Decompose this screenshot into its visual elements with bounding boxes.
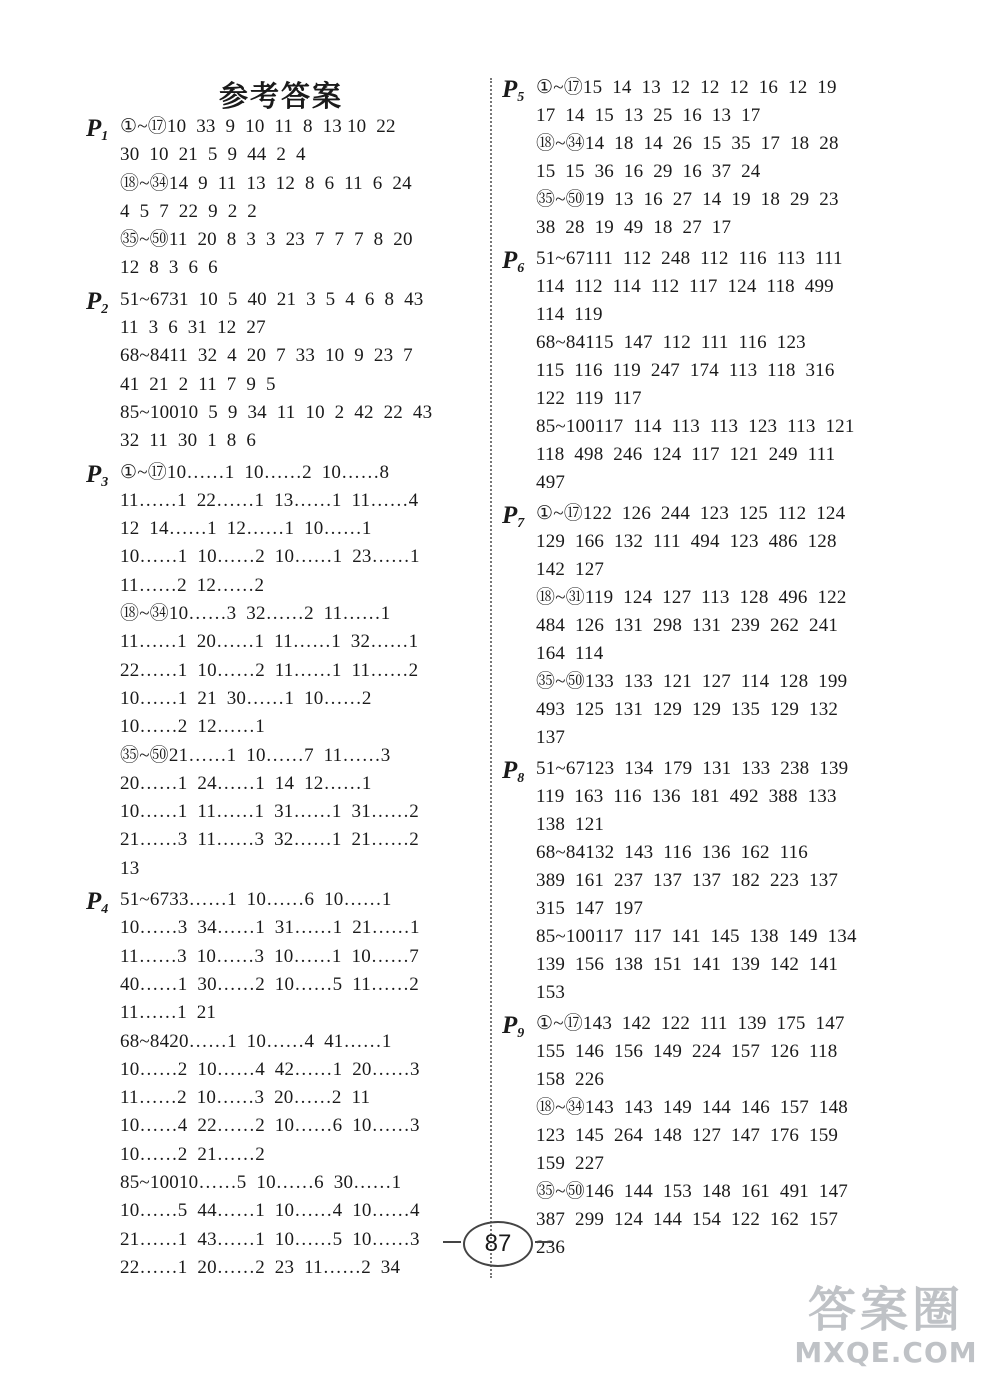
page-label-number: 9	[517, 1026, 525, 1041]
page-label: $P_4$	[86, 888, 109, 918]
page-label: $P_1$	[86, 115, 109, 144]
answer-line: 68~84115 147 112 111 116 123	[536, 332, 806, 353]
answer-line: 10……2 21……2	[120, 1143, 265, 1165]
answer-line: 10……2 10……4 42……1 20……3	[120, 1058, 420, 1080]
answer-line: 115 116 119 247 174 113 118 316	[536, 360, 835, 381]
page-label-number: 2	[101, 301, 109, 317]
answer-line: ⑱~㉛119 124 127 113 128 496 122	[536, 587, 847, 608]
answer-line: 12 8 3 6 6	[120, 257, 218, 279]
answer-line: 142 127	[536, 559, 605, 580]
answer-line: 11 3 6 31 12 27	[120, 317, 266, 339]
answer-line: ①~⑰15 14 13 12 12 12 16 12 19	[536, 77, 837, 98]
column-divider	[490, 78, 492, 1278]
answer-section-p9	[500, 1010, 900, 1262]
answer-line: 11……2 10……3 20……2 11	[120, 1087, 371, 1109]
answer-line: 85~100117 117 141 145 138 149 134	[536, 926, 857, 947]
answer-line: 11……1 22……1 13……1 11……4	[120, 489, 419, 511]
answer-line: 164 114	[536, 643, 604, 664]
answer-line: 12 14……1 12……1 10……1	[120, 518, 372, 540]
page-label: $P_6$	[502, 247, 525, 276]
page-label: $P_3$	[86, 460, 109, 490]
answer-section-p3	[84, 459, 484, 883]
answer-line: 32 11 30 1 8 6	[120, 430, 257, 452]
answer-line: 22……1 10……2 11……1 11……2	[120, 659, 419, 681]
answer-line: 41 21 2 11 7 9 5	[120, 373, 276, 395]
page-label: $P_2$	[86, 287, 109, 317]
answer-section-p8	[500, 755, 900, 1007]
answer-line: ⑱~㉞14 18 14 26 15 35 17 18 28	[536, 133, 839, 154]
answer-line: 40……1 30……2 10……5 11……2	[120, 973, 419, 995]
answer-line: 315 147 197	[536, 898, 644, 919]
answer-line: ①~⑰10……1 10……2 10……8	[120, 461, 390, 483]
page-label: $P_7$	[502, 502, 525, 531]
answer-section-p7	[500, 500, 900, 752]
answer-line: 21……1 43……1 10……5 10……3	[120, 1228, 420, 1250]
answer-section-p5	[500, 74, 900, 242]
answer-line: 20……1 24……1 14 12……1	[120, 772, 372, 794]
page-label: $P_5$	[502, 76, 525, 105]
answer-line: 51~6733……1 10……6 10……1	[120, 889, 392, 911]
page-number: 87	[463, 1221, 533, 1267]
answer-line: 22……1 20……2 23 11……2 34	[120, 1256, 401, 1278]
answer-line: 10……3 34……1 31……1 21……1	[120, 917, 420, 939]
answer-line: 10……1 11……1 31……1 31……2	[120, 801, 419, 823]
page-label: $P_9$	[502, 1012, 525, 1041]
answer-line: 11……2 12……2	[120, 574, 265, 596]
answer-line: ①~⑰143 142 122 111 139 175 147	[536, 1013, 845, 1034]
answer-line: 11……3 10……3 10……1 10……7	[120, 945, 419, 967]
page-label-number: 8	[517, 771, 525, 786]
answer-line: 387 299 124 144 154 122 162 157	[536, 1209, 839, 1230]
answer-line: ①~⑰122 126 244 123 125 112 124	[536, 503, 846, 524]
answer-line: 122 119 117	[536, 388, 642, 409]
answer-line: 68~8420……1 10……4 41……1	[120, 1030, 392, 1052]
answer-line: 85~100117 114 113 113 123 113 121	[536, 416, 855, 437]
answer-line: 30 10 21 5 9 44 2 4	[120, 144, 306, 166]
answer-line: 159 227	[536, 1153, 605, 1174]
answer-line: 139 156 138 151 141 139 142 141	[536, 954, 839, 975]
answer-line: 123 145 264 148 127 147 176 159	[536, 1125, 839, 1146]
page-label-number: 4	[101, 902, 109, 918]
answer-line: 68~8411 32 4 20 7 33 10 9 23 7	[120, 345, 413, 367]
answer-line: 155 146 156 149 224 157 126 118	[536, 1041, 838, 1062]
answer-line: 10……1 10……2 10……1 23……1	[120, 546, 420, 568]
answer-line: 15 15 36 16 29 16 37 24	[536, 161, 761, 182]
answer-line: 484 126 131 298 131 239 262 241	[536, 615, 839, 636]
page-label-number: 6	[517, 261, 525, 276]
watermark-bottom: MXQE.COM	[794, 1336, 978, 1369]
answer-line: 51~67123 134 179 131 133 238 139	[536, 758, 849, 779]
answer-line: 68~84132 143 116 136 162 116	[536, 842, 808, 863]
answer-line: 17 14 15 13 25 16 13 17	[536, 105, 761, 126]
answer-line: 114 119	[536, 304, 603, 325]
answer-line: 114 112 114 112 117 124 118 499	[536, 276, 834, 297]
answer-line: 85~10010……5 10……6 30……1	[120, 1171, 402, 1193]
answer-line: ㉟~㊿19 13 16 27 14 19 18 29 23	[536, 189, 839, 210]
answer-line: 137	[536, 727, 566, 748]
answer-line: 119 163 116 136 181 492 388 133	[536, 786, 837, 807]
page-label-number: 5	[517, 90, 525, 105]
answer-line: 11……1 20……1 11……1 32……1	[120, 631, 419, 653]
answer-section-p1	[84, 113, 484, 283]
answer-line: 38 28 19 49 18 27 17	[536, 217, 732, 238]
answer-line: 118 498 246 124 117 121 249 111	[536, 444, 836, 465]
answer-section-p4	[84, 886, 484, 1282]
answer-line: 10……5 44……1 10……4 10……4	[120, 1200, 420, 1222]
page-label-number: 3	[101, 474, 109, 490]
answer-line: 10……2 12……1	[120, 716, 265, 738]
answer-line: ⑱~㉞14 9 11 13 12 8 6 11 6 24	[120, 172, 412, 194]
answer-line: 21……3 11……3 32……1 21……2	[120, 829, 419, 851]
answer-line: ⑱~㉞143 143 149 144 146 157 148	[536, 1097, 848, 1118]
right-column	[500, 74, 900, 1262]
page-label: $P_8$	[502, 757, 525, 786]
answer-line: ⑱~㉞10……3 32……2 11……1	[120, 603, 391, 625]
answer-line: 10……4 22……2 10……6 10……3	[120, 1115, 420, 1137]
answer-line: 389 161 237 137 137 182 223 137	[536, 870, 839, 891]
answer-section-p6	[500, 245, 900, 497]
answer-line: ㉟~㊿146 144 153 148 161 491 147	[536, 1181, 848, 1202]
answer-line: 10……1 21 30……1 10……2	[120, 687, 372, 709]
watermark-logo	[776, 1284, 996, 1380]
left-column	[84, 113, 484, 1282]
answer-line: 51~6731 10 5 40 21 3 5 4 6 8 43	[120, 288, 424, 310]
page-label-number: 7	[517, 516, 525, 531]
answer-line: 11……1 21	[120, 1002, 217, 1024]
answer-line: 4 5 7 22 9 2 2	[120, 200, 257, 222]
answer-line: ㉟~㊿133 133 121 127 114 128 199	[536, 671, 848, 692]
answer-line: 153	[536, 982, 566, 1003]
page-label-number: 1	[101, 129, 109, 144]
answer-line: 51~67111 112 248 112 116 113 111	[536, 248, 843, 269]
answer-line: 497	[536, 472, 566, 493]
answer-line: 158 226	[536, 1069, 605, 1090]
answer-line: ①~⑰10 33 9 10 11 8 13 10 22	[120, 116, 396, 137]
answer-line: 236	[536, 1237, 566, 1258]
answer-line: 493 125 131 129 129 135 129 132	[536, 699, 839, 720]
page-title: 参考答案	[218, 79, 343, 113]
answer-line: 129 166 132 111 494 123 486 128	[536, 531, 837, 552]
answer-line: 138 121	[536, 814, 605, 835]
watermark-top: 答案圈	[807, 1282, 964, 1338]
answer-line: ㉟~㊿11 20 8 3 3 23 7 7 7 8 20	[120, 229, 413, 251]
answer-line: ㉟~㊿21……1 10……7 11……3	[120, 744, 391, 766]
answer-section-p2	[84, 286, 484, 456]
answer-line: 13	[120, 857, 140, 879]
answer-line: 85~10010 5 9 34 11 10 2 42 22 43	[120, 401, 433, 423]
